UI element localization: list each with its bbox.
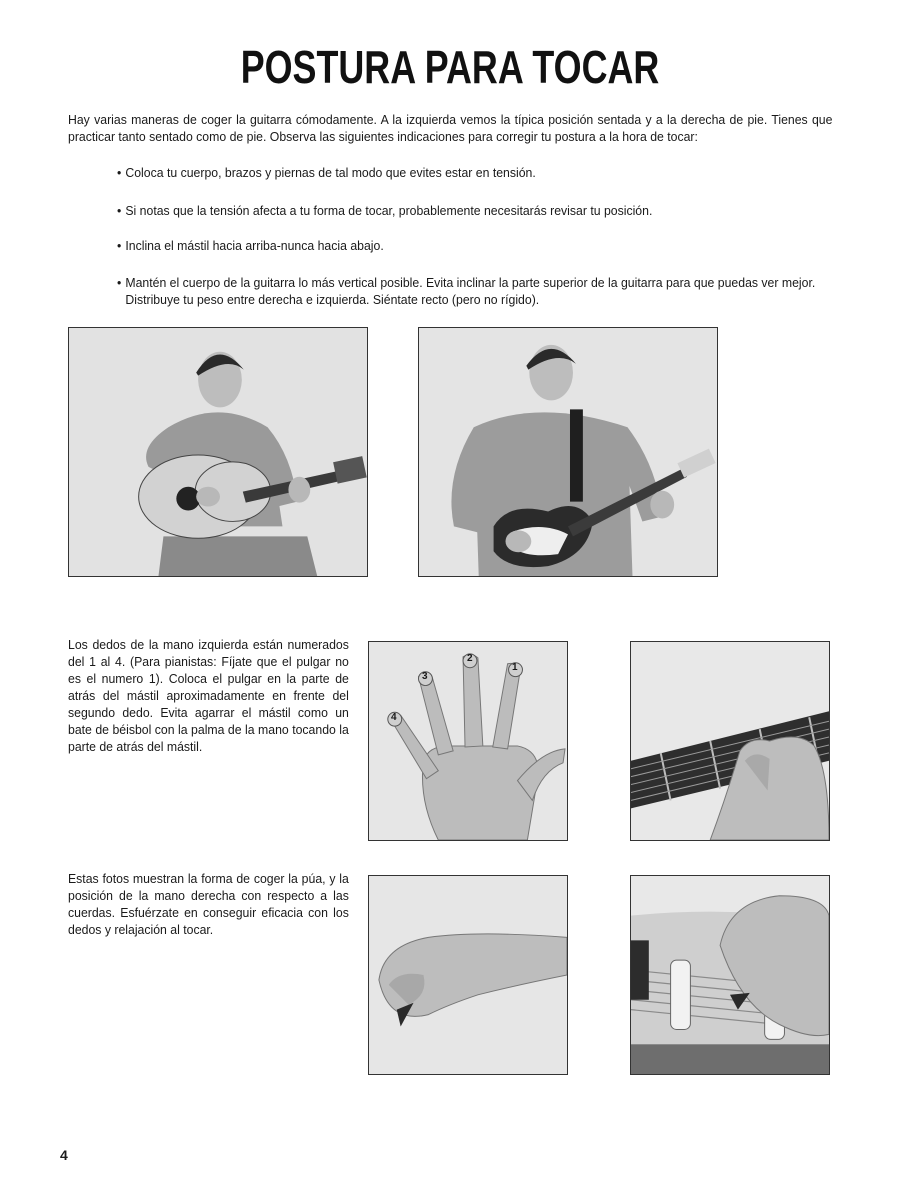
standing-guitarist-illustration <box>419 328 717 576</box>
tip-item: • Mantén el cuerpo de la guitarra lo más vertical posible. Evita inclinar la parte superior de la guitarra para que puedas ver mejor. Distribuye tu peso entre derecha e izquierda. Siéntate recto (pero no rígido). <box>117 274 832 308</box>
finger-number-3: 3 <box>422 671 428 682</box>
finger-number-2: 2 <box>467 653 473 664</box>
left-hand-fingering-text: Los dedos de la mano izquierda están numerados del 1 al 4. (Para pianistas: Fíjate que el pulgar no es el numero 1). Coloca el pulgar en la parte de atrás del mástil aproximadamente en frente del segundo dedo. Evita agarrar el mástil como un bate de béisbol con la palma de la mano tocando la parte de atrás del mástil. <box>68 637 349 754</box>
tip-item: • Inclina el mástil hacia arriba-nunca hacia abajo. <box>117 237 384 254</box>
pick-grip-text: Estas fotos muestran la forma de coger la púa, y la posición de la mano derecha con respecto a las cuerdas. Esfuérzate en conseguir eficacia con los dedos y relajación al tocar. <box>68 871 349 937</box>
numbered-hand-illustration <box>369 642 567 840</box>
finger-number-4: 4 <box>391 712 397 723</box>
tip-item: • Coloca tu cuerpo, brazos y piernas de tal modo que evites estar en tensión. <box>117 164 536 181</box>
fretboard-hand-photo <box>630 641 830 841</box>
fretboard-grip-illustration <box>631 642 829 840</box>
picking-hand-photo <box>630 875 830 1075</box>
finger-number-1: 1 <box>512 662 518 673</box>
pick-hold-illustration <box>369 876 567 1074</box>
page-number: 4 <box>60 1147 68 1163</box>
strings-hand-illustration <box>631 876 829 1074</box>
tip-item: • Si notas que la tensión afecta a tu forma de tocar, probablemente necesitarás revisar tu posición. <box>117 202 652 219</box>
seated-guitarist-illustration <box>69 328 367 576</box>
left-hand-fingers-photo <box>368 641 568 841</box>
intro-paragraph: Hay varias maneras de coger la guitarra cómodamente. A la izquierda vemos la típica posición sentada y a la derecha de pie. Tienes que practicar tanto sentado como de pie. Observa las siguientes indicaciones para corregir tu postura a la hora de tocar: <box>68 112 833 144</box>
seated-guitarist-photo <box>68 327 368 577</box>
standing-guitarist-photo <box>418 327 718 577</box>
pick-grip-photo <box>368 875 568 1075</box>
page-title: POSTURA PARA TOCAR <box>240 41 660 93</box>
